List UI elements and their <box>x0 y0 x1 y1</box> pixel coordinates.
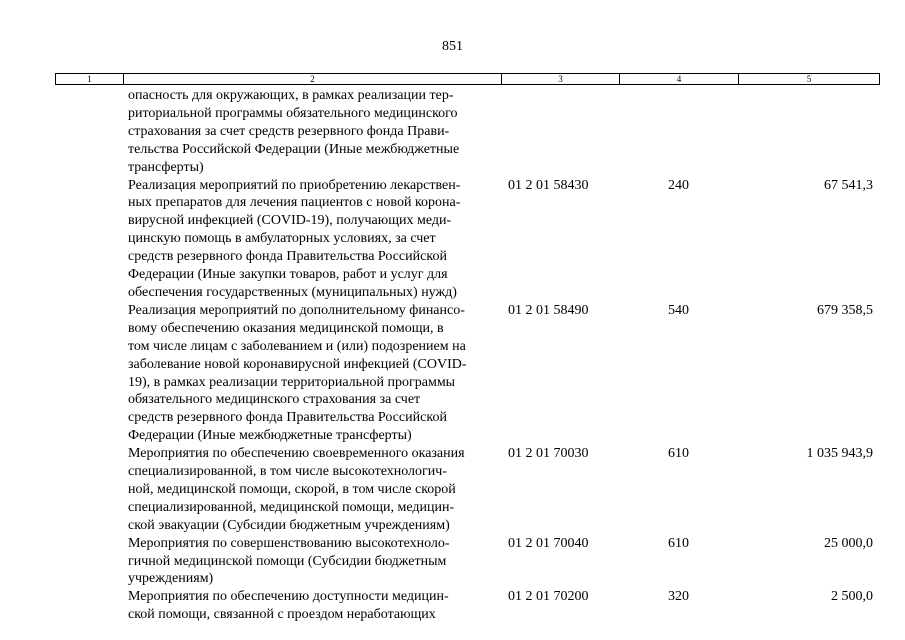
row-amount: 1 035 943,9 <box>806 446 873 462</box>
table-row <box>0 302 905 445</box>
table-row <box>0 87 905 177</box>
row-code: 01 2 01 70030 <box>508 446 589 462</box>
table-row <box>0 445 905 535</box>
row-amount: 67 541,3 <box>824 177 873 193</box>
row-expense-type: 540 <box>668 302 689 318</box>
row-description: опасность для окружающих, в рамках реализации тер- риториальной программы обязательного медицинского страхования за счет средств резервного фонда Прави- тельства Российской Федерации (Иные межбюджетные трансферты) <box>128 88 460 175</box>
header-col-5: 5 <box>806 74 812 84</box>
row-code: 01 2 01 70200 <box>508 589 589 605</box>
row-code: 01 2 01 58490 <box>508 302 589 318</box>
row-description: Реализация мероприятий по приобретению лекарствен- ных препаратов для лечения пациентов с новой корона- вирусной инфекцией (COVID-19), получающих меди- цинскую помощь в амбулаторных условиях, за счет средств резервного фонда Правительства Российской Федерации (Иные закупки товаров, работ и услуг для обеспечения государственных (муниципальных) нужд) <box>128 177 461 300</box>
table-row <box>0 588 905 624</box>
header-col-4: 4 <box>620 74 739 84</box>
table-row <box>0 535 905 589</box>
row-description: Мероприятия по обеспечению своевременного оказания специализированной, в том числе высокотехнологич- ной, медицинской помощи, скорой, в том числе скорой специализированной, медицинской помощи, медицин- ской эвакуации (Субсидии бюджетным учреждениям) <box>128 446 465 533</box>
row-amount: 2 500,0 <box>831 589 873 605</box>
header-col-1: 1 <box>56 74 124 84</box>
row-amount: 25 000,0 <box>824 535 873 551</box>
row-code: 01 2 01 58430 <box>508 177 589 193</box>
table-header <box>55 73 880 85</box>
row-description: Мероприятия по совершенствованию высокотехноло- гичной медицинской помощи (Субсидии бюджетным учреждениям) <box>128 535 450 587</box>
row-code: 01 2 01 70040 <box>508 535 589 551</box>
row-expense-type: 610 <box>668 535 689 551</box>
page-number: 851 <box>442 39 463 54</box>
table-body <box>0 87 905 624</box>
header-col-2: 2 <box>124 74 502 84</box>
row-expense-type: 320 <box>668 589 689 605</box>
header-col-3: 3 <box>502 74 620 84</box>
row-expense-type: 610 <box>668 446 689 462</box>
row-description: Мероприятия по обеспечению доступности медицин- ской помощи, связанной с проездом неработающих <box>128 589 449 623</box>
table-row <box>0 177 905 302</box>
row-expense-type: 240 <box>668 177 689 193</box>
row-amount: 679 358,5 <box>817 302 873 318</box>
row-description: Реализация мероприятий по дополнительному финансо- вому обеспечению оказания медицинской помощи, в том числе лицам с заболеванием и (или) подозрением на заболевание новой коронавирусной инфекцией (COVID- 19), в рамках реализации территориальной программы обязательного медицинского страхования за счет средств резервного фонда Правительства Российской Федерации (Иные межбюджетные трансферты) <box>128 302 467 444</box>
